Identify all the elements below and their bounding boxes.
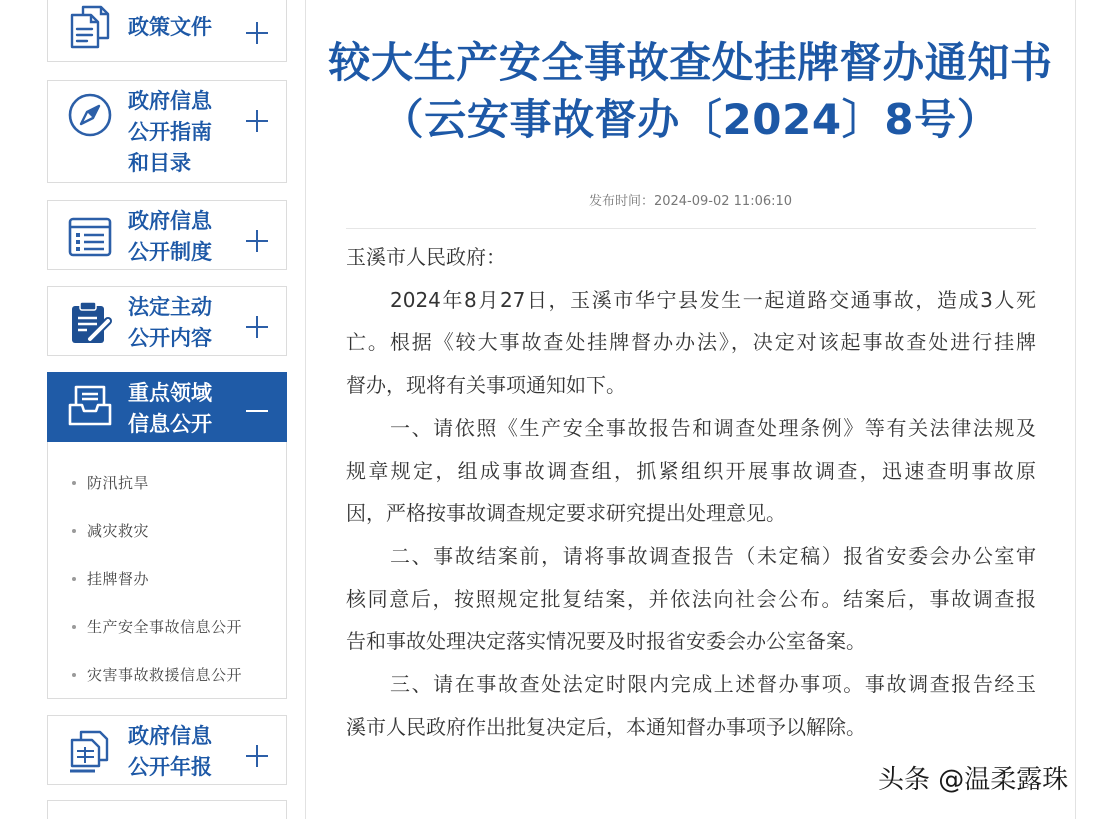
article-title: [306, 34, 1075, 148]
publish-value: 2024-09-02 11:06:10: [653, 194, 793, 209]
sidebar-item-policy-documents[interactable]: [47, 0, 287, 62]
sub-item-disaster-relief[interactable]: 减灾救灾: [48, 507, 286, 555]
plus-icon[interactable]: [246, 230, 268, 252]
sidebar-item-disclosure-system[interactable]: [47, 200, 287, 270]
paragraph-line: 告和事故处理决定落实情况要及时报省安委会办公室备案。: [346, 629, 866, 654]
paragraph-line: 一、请依照《生产安全事故报告和调查处理条例》等有关法律法规及: [390, 415, 1036, 440]
article-panel: [305, 0, 1076, 819]
sidebar-sub-list: [47, 442, 287, 699]
sidebar-item-disclosure-guide[interactable]: [47, 80, 287, 183]
publish-time: [306, 192, 1075, 212]
plus-icon[interactable]: [246, 22, 268, 44]
article-body: [346, 236, 1036, 748]
minus-icon[interactable]: [246, 400, 268, 422]
article-title-line: 较大生产安全事故查处挂牌督办通知书: [328, 38, 1053, 87]
watermark: 头条 @温柔露珠: [878, 765, 1069, 795]
sub-item-flood-drought[interactable]: 防汛抗旱: [48, 459, 286, 507]
bullet-icon: [72, 673, 76, 677]
sidebar-item-label: 法定主动 公开内容: [128, 295, 212, 350]
bullet-icon: [72, 481, 76, 485]
paragraph-line: 核同意后，按照规定批复结案，并依法向社会公布。结案后，事故调查报: [346, 586, 1036, 611]
paragraph-line: 2024年8月27日，玉溪市华宁县发生一起道路交通事故，造成3人死: [390, 287, 1036, 312]
plus-icon[interactable]: [246, 316, 268, 338]
paragraph-line: 督办，现将有关事项通知如下。: [346, 373, 626, 398]
sidebar-item-label: 政府信息 公开年报: [128, 724, 212, 779]
paragraph-line: 溪市人民政府作出批复决定后，本通知督办事项予以解除。: [346, 714, 866, 739]
list-icon: [67, 214, 113, 260]
clipboard-edit-icon: [67, 300, 113, 346]
sidebar-item-label: 政府信息 公开指南 和目录: [128, 89, 212, 175]
report-icon: [67, 730, 113, 776]
bullet-icon: [72, 577, 76, 581]
article-doc-number: （云安事故督办〔2024〕8号）: [381, 95, 1000, 144]
bullet-icon: [72, 529, 76, 533]
sidebar-item-annual-report[interactable]: [47, 715, 287, 785]
sidebar-item-partial[interactable]: [47, 800, 287, 819]
sidebar-item-statutory-disclosure[interactable]: [47, 286, 287, 356]
plus-icon[interactable]: [246, 110, 268, 132]
paragraph-line: 三、请在事故查处法定时限内完成上述督办事项。事故调查报告经玉: [390, 672, 1036, 697]
inbox-icon: [67, 383, 113, 429]
sub-item-rescue-info[interactable]: 灾害事故救援信息公开: [48, 651, 286, 699]
paragraph-line: 因，严格按事故调查规定要求研究提出处理意见。: [346, 501, 786, 526]
salutation: 玉溪市人民政府：: [346, 245, 506, 269]
sub-item-safety-accident-info[interactable]: 生产安全事故信息公开: [48, 603, 286, 651]
compass-icon: [67, 92, 113, 138]
plus-icon[interactable]: [246, 745, 268, 767]
publish-label: 发布时间：: [588, 194, 654, 209]
sidebar-item-label: 政府信息 公开制度: [128, 209, 212, 264]
sidebar-item-label: 重点领域 信息公开: [128, 381, 212, 436]
divider: [346, 228, 1036, 229]
paragraph-line: 规章规定，组成事故调查组，抓紧组织开展事故调查，迅速查明事故原: [346, 458, 1036, 483]
documents-icon: [67, 4, 113, 50]
bullet-icon: [72, 625, 76, 629]
sidebar-item-key-areas[interactable]: [47, 372, 287, 442]
paragraph-line: 亡。根据《较大事故查处挂牌督办办法》，决定对该起事故查处进行挂牌: [346, 330, 1036, 355]
sub-item-supervision-listing[interactable]: 挂牌督办: [48, 555, 286, 603]
sidebar-item-label: 政策文件: [128, 15, 212, 39]
paragraph-line: 二、事故结案前，请将事故调查报告（未定稿）报省安委会办公室审: [390, 543, 1036, 568]
